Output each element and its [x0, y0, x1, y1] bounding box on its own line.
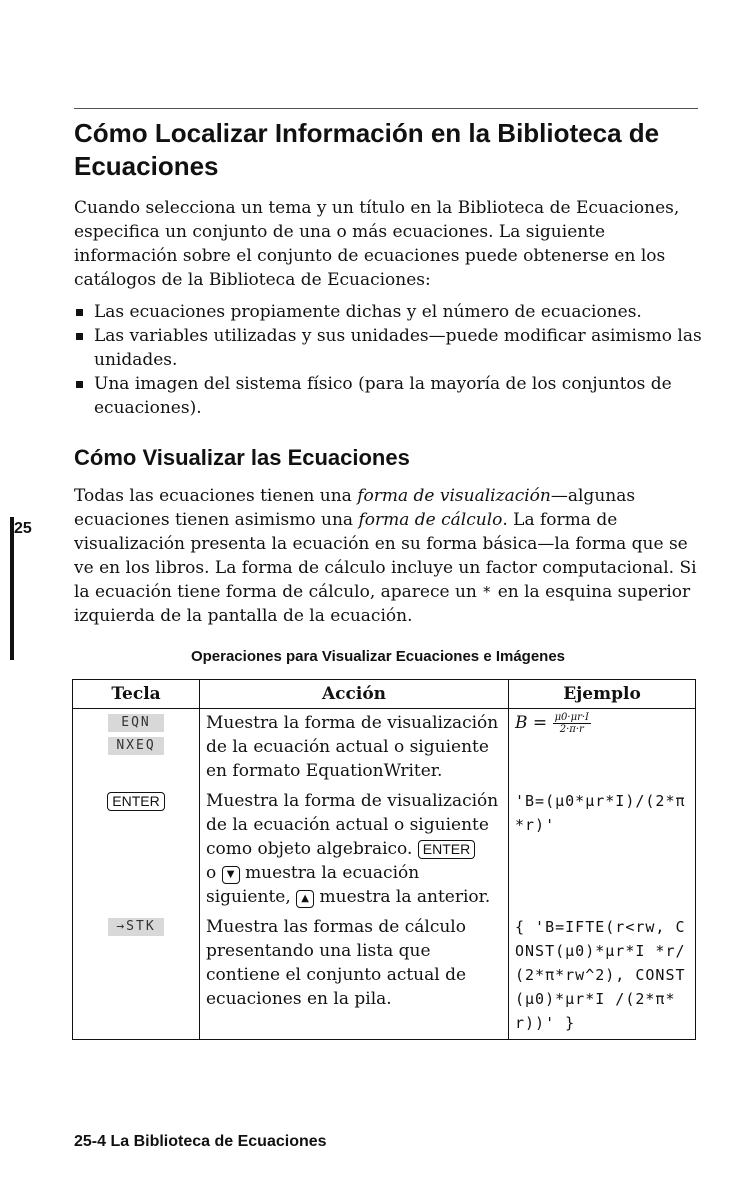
stk-softkey: →STK [108, 918, 164, 936]
bullet-square-icon [76, 309, 83, 316]
row2-example: 'B=(μ0*μr*I)/(2*π*r)' [509, 787, 696, 913]
term-display-form: forma de visualización [357, 486, 551, 506]
row3-example: { 'B=IFTE(r<rw, CONST(μ0)*μr*I *r/(2*π*rw^2), CONST(μ0)*μr*I /(2*π*r))' } [509, 913, 696, 1040]
display-forms-paragraph: Todas las ecuaciones tienen una forma de visualización—algunas ecuaciones tienen asimismo una forma de cálculo. La forma de visualización presenta la ecuación en su forma básica—la forma que se ve en los libros. La forma de cálculo incluye un factor computacional. Si la ecuación tiene forma de cálculo, aparece un * en la esquina superior izquierda de la pantalla de la ecuación. [74, 486, 697, 626]
row1-example: B = $\frac{\mu 0\cdot\mu r\cdot I}{2\cdot\pi\cdot r}$ [509, 709, 696, 788]
enter-key-inline: ENTER [418, 840, 475, 859]
table-header-row [73, 680, 696, 709]
list-item: Una imagen del sistema físico (para la mayoría de los conjuntos de ecuaciones). [74, 372, 704, 420]
row1-action: Muestra la forma de visualización de la ecuación actual o siguiente en formato EquationWriter. [200, 709, 509, 788]
eqn-softkey: EQN [108, 714, 164, 732]
row2-action: Muestra la forma de visualización de la ecuación actual o siguiente como objeto algebraico. ENTER o ▼ muestra la ecuación siguiente, ▲ muestra la anterior. [200, 787, 509, 913]
enter-key: ENTER [107, 792, 164, 811]
column-header-example: Ejemplo [509, 680, 696, 709]
table-title: Operaciones para Visualizar Ecuaciones e Imágenes [190, 648, 566, 665]
chapter-tab-bar [10, 517, 14, 660]
info-list [74, 300, 704, 420]
column-header-key: Tecla [73, 680, 200, 709]
table-row [73, 787, 696, 913]
row3-action: Muestra las formas de cálculo presentando una lista que contiene el conjunto actual de ecuaciones en la pila. [200, 913, 509, 1040]
page-title: Cómo Localizar Información en la Biblioteca de Ecuaciones [74, 118, 660, 181]
page-footer: 25-4 La Biblioteca de Ecuaciones [74, 1133, 327, 1150]
list-item: Las ecuaciones propiamente dichas y el número de ecuaciones. [74, 300, 704, 324]
column-header-action: Acción [200, 680, 509, 709]
intro-paragraph: Cuando selecciona un tema y un título en la Biblioteca de Ecuaciones, especifica un conjunto de una o más ecuaciones. La siguiente información sobre el conjunto de ecuaciones puede obtenerse en los catálogos de la Biblioteca de Ecuaciones: [74, 198, 680, 290]
bullet-square-icon [76, 333, 83, 340]
chapter-tab-number: 25 [14, 520, 32, 537]
formula-fraction: $\frac{\mu 0\cdot\mu r\cdot I}{2\cdot\pi\cdot r}$ [554, 712, 590, 735]
section-heading: Cómo Visualizar las Ecuaciones [74, 445, 410, 470]
term-calc-form: forma de cálculo [358, 510, 503, 530]
asterisk-symbol: * [482, 583, 493, 601]
nxeq-softkey: NXEQ [108, 737, 164, 755]
table-row [73, 709, 696, 788]
operations-table [72, 679, 696, 1040]
bullet-square-icon [76, 381, 83, 388]
top-rule [74, 108, 698, 109]
list-item: Las variables utilizadas y sus unidades—puede modificar asimismo las unidades. [74, 324, 704, 372]
down-arrow-key-icon: ▼ [222, 866, 240, 884]
up-arrow-key-icon: ▲ [296, 890, 314, 908]
table-row [73, 913, 696, 1040]
